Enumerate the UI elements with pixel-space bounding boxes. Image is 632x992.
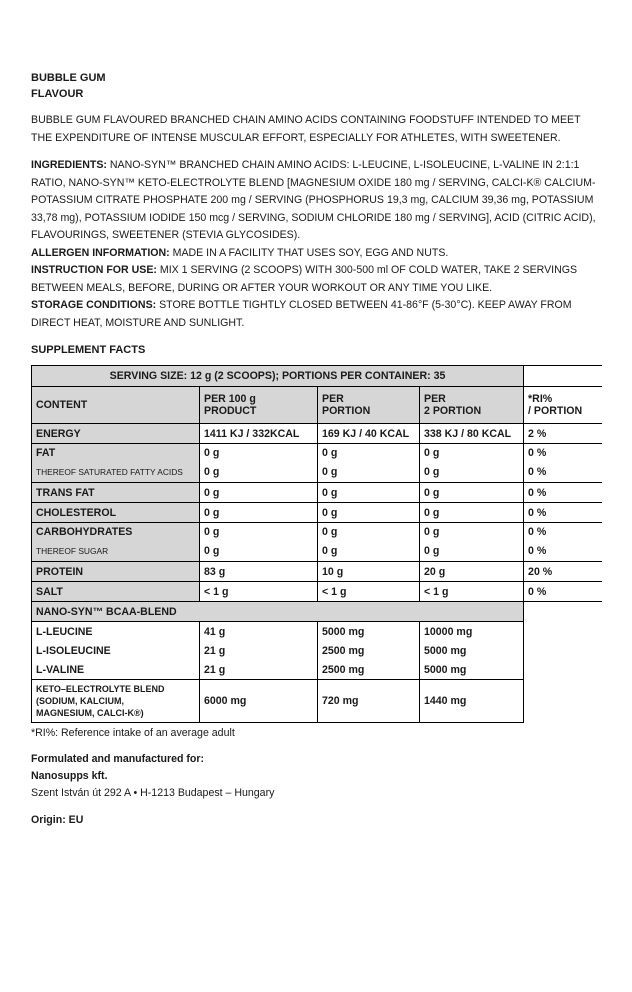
row-label-carbohydrates bbox=[32, 523, 200, 562]
blank-cell bbox=[524, 680, 602, 723]
content-header: CONTENT bbox=[32, 387, 200, 424]
blank-cell bbox=[524, 641, 602, 660]
ri-header-line1: *RI% bbox=[528, 393, 553, 405]
manufacturer-block bbox=[31, 751, 601, 802]
valine-portion: 2500 mg bbox=[318, 660, 420, 680]
carbs-label: CARBOHYDRATES bbox=[36, 526, 133, 538]
energy-portion2: 338 KJ / 80 KCAL bbox=[420, 424, 524, 444]
fat-ri bbox=[524, 444, 602, 483]
row-label-trans-fat: TRANS FAT bbox=[32, 483, 200, 503]
keto-label-line3: MAGNESIUM, CALCI-K®) bbox=[36, 708, 144, 718]
trans-fat-per100: 0 g bbox=[200, 483, 318, 503]
keto-portion2: 1440 mg bbox=[420, 680, 524, 723]
row-label-keto-blend bbox=[32, 680, 200, 723]
product-description: BUBBLE GUM FLAVOURED BRANCHED CHAIN AMINO ACIDS CONTAINING FOODSTUFF INTENDED TO MEET THE EXPENDITURE OF INTENSE MUSCULAR EFFORT, ESPECIALLY FOR ATHLETES, WITH SWEETENER. bbox=[31, 114, 581, 144]
supplement-facts-table bbox=[31, 365, 602, 723]
cholesterol-portion2: 0 g bbox=[420, 503, 524, 523]
isoleucine-per100: 21 g bbox=[200, 641, 318, 660]
saturated-per100-value: 0 g bbox=[204, 466, 220, 478]
table-row bbox=[32, 483, 602, 503]
fat-portion bbox=[318, 444, 420, 483]
portion-header-line1: PER bbox=[322, 393, 344, 405]
protein-portion: 10 g bbox=[318, 562, 420, 582]
company-name: Nanosupps kft. bbox=[31, 770, 108, 782]
ri-header-spacer bbox=[524, 366, 602, 387]
saturated-portion-value: 0 g bbox=[322, 466, 338, 478]
trans-fat-portion: 0 g bbox=[318, 483, 420, 503]
row-label-leucine: L-LEUCINE bbox=[32, 622, 200, 642]
row-label-isoleucine: L-ISOLEUCINE bbox=[32, 641, 200, 660]
flavour-heading bbox=[31, 70, 601, 102]
table-row bbox=[32, 680, 602, 723]
fat-per100-value: 0 g bbox=[204, 447, 220, 459]
sugar-per100-value: 0 g bbox=[204, 545, 220, 557]
table-row bbox=[32, 660, 602, 680]
valine-portion2: 5000 mg bbox=[420, 660, 524, 680]
table-row bbox=[32, 622, 602, 642]
sugar-ri-value: 0 % bbox=[528, 545, 547, 557]
allergen-text: MADE IN A FACILITY THAT USES SOY, EGG AND NUTS. bbox=[169, 246, 449, 259]
blend-title-row bbox=[32, 602, 602, 622]
portion2-header-line2: 2 PORTION bbox=[424, 405, 482, 417]
fat-label: FAT bbox=[36, 447, 56, 459]
table-row bbox=[32, 562, 602, 582]
blank-cell bbox=[524, 602, 602, 622]
carbs-ri bbox=[524, 523, 602, 562]
ingredients-label: INGREDIENTS: bbox=[31, 159, 107, 171]
keto-label-line1: KETO–ELECTROLYTE BLEND bbox=[36, 684, 165, 694]
ingredients-text: NANO-SYN™ BRANCHED CHAIN AMINO ACIDS: L-LEUCINE, L-ISOLEUCINE, L-VALINE IN 2:1:1 RATIO, NANO-SYN™ KETO-ELECTROLYTE BLEND [MAGNESIUM OXIDE 180 mg / SERVING, CALCI-K® CALCIUM-POTASSIUM CITRATE PHOSPHATE 200 mg / SERVING (PHOSPHORUS 19,3 mg, CALCIUM 39,36 mg, POTASSIUM 33,78 mg), POTASSIUM IODIDE 150 mcg / SERVING, SODIUM CHLORIDE 180 mg / SERVING], ACID (CITRIC ACID), FLAVOURINGS, SWEETENER (STEVIA GLYCOSIDES). bbox=[31, 159, 596, 241]
cholesterol-portion: 0 g bbox=[318, 503, 420, 523]
salt-per100: < 1 g bbox=[200, 582, 318, 602]
bcaa-blend-title: NANO-SYN™ BCAA-BLEND bbox=[32, 602, 524, 622]
keto-portion: 720 mg bbox=[318, 680, 420, 723]
fat-portion2 bbox=[420, 444, 524, 483]
storage-text: STORE BOTTLE TIGHTLY CLOSED BETWEEN 41-86°F (5-30°C). KEEP AWAY FROM DIRECT HEAT, MOISTURE AND SUNLIGHT. bbox=[31, 299, 572, 329]
carbs-portion-value: 0 g bbox=[322, 526, 338, 538]
ingredients-section bbox=[31, 157, 601, 245]
table-row bbox=[32, 503, 602, 523]
serving-size-row bbox=[32, 366, 602, 387]
table-row bbox=[32, 523, 602, 562]
storage-label: STORAGE CONDITIONS: bbox=[31, 299, 157, 311]
row-label-salt: SALT bbox=[32, 582, 200, 602]
formulated-for-label: Formulated and manufactured for: bbox=[31, 753, 205, 765]
per100-header bbox=[200, 387, 318, 424]
carbs-per100 bbox=[200, 523, 318, 562]
saturated-fat-label: THEREOF SATURATED FATTY ACIDS bbox=[36, 467, 183, 477]
allergen-label: ALLERGEN INFORMATION: bbox=[31, 246, 170, 259]
label-document bbox=[31, 70, 601, 829]
row-label-protein: PROTEIN bbox=[32, 562, 200, 582]
allergen-section bbox=[31, 245, 601, 263]
protein-per100: 83 g bbox=[200, 562, 318, 582]
row-label-energy: ENERGY bbox=[32, 424, 200, 444]
table-row bbox=[32, 582, 602, 602]
keto-label-line2: (SODIUM, KALCIUM, bbox=[36, 696, 124, 706]
row-label-cholesterol: CHOLESTEROL bbox=[32, 503, 200, 523]
carbs-portion2 bbox=[420, 523, 524, 562]
fat-portion2-value: 0 g bbox=[424, 447, 440, 459]
portion2-header-line1: PER bbox=[424, 393, 446, 405]
ri-header-line2: / PORTION bbox=[528, 405, 583, 417]
energy-per100: 1411 KJ / 332KCAL bbox=[200, 424, 318, 444]
leucine-per100: 41 g bbox=[200, 622, 318, 642]
trans-fat-portion2: 0 g bbox=[420, 483, 524, 503]
blank-cell bbox=[524, 660, 602, 680]
per100-header-line1: PER 100 g bbox=[204, 393, 256, 405]
fat-per100 bbox=[200, 444, 318, 483]
sugar-portion-value: 0 g bbox=[322, 545, 338, 557]
carbs-portion2-value: 0 g bbox=[424, 526, 440, 538]
serving-size-bar: SERVING SIZE: 12 g (2 SCOOPS); PORTIONS PER CONTAINER: 35 bbox=[32, 366, 524, 387]
per100-header-line2: PRODUCT bbox=[204, 405, 257, 417]
leucine-portion2: 10000 mg bbox=[420, 622, 524, 642]
leucine-portion: 5000 mg bbox=[318, 622, 420, 642]
flavour-word: FLAVOUR bbox=[31, 88, 84, 100]
flavour-name: BUBBLE GUM bbox=[31, 72, 106, 84]
saturated-ri-value: 0 % bbox=[528, 466, 547, 478]
carbs-portion bbox=[318, 523, 420, 562]
table-row bbox=[32, 424, 602, 444]
sugar-label: THEREOF SUGAR bbox=[36, 546, 109, 556]
fat-portion-value: 0 g bbox=[322, 447, 338, 459]
storage-section bbox=[31, 297, 601, 332]
trans-fat-ri: 0 % bbox=[524, 483, 602, 503]
carbs-per100-value: 0 g bbox=[204, 526, 220, 538]
column-header-row bbox=[32, 387, 602, 424]
instruction-label: INSTRUCTION FOR USE: bbox=[31, 264, 157, 276]
portion-header-line2: PORTION bbox=[322, 405, 371, 417]
blank-cell bbox=[524, 622, 602, 642]
cholesterol-per100: 0 g bbox=[200, 503, 318, 523]
carbs-ri-value: 0 % bbox=[528, 526, 547, 538]
salt-portion: < 1 g bbox=[318, 582, 420, 602]
salt-portion2: < 1 g bbox=[420, 582, 524, 602]
company-address: Szent István út 292 A • H-1213 Budapest – Hungary bbox=[31, 787, 275, 799]
protein-ri: 20 % bbox=[524, 562, 602, 582]
table-row bbox=[32, 444, 602, 483]
isoleucine-portion: 2500 mg bbox=[318, 641, 420, 660]
salt-ri: 0 % bbox=[524, 582, 602, 602]
isoleucine-portion2: 5000 mg bbox=[420, 641, 524, 660]
table-row bbox=[32, 641, 602, 660]
instruction-section bbox=[31, 262, 601, 297]
fat-ri-value: 0 % bbox=[528, 447, 547, 459]
energy-ri: 2 % bbox=[524, 424, 602, 444]
portion-header bbox=[318, 387, 420, 424]
sugar-portion2-value: 0 g bbox=[424, 545, 440, 557]
cholesterol-ri: 0 % bbox=[524, 503, 602, 523]
ri-header bbox=[524, 387, 602, 424]
valine-per100: 21 g bbox=[200, 660, 318, 680]
instruction-text: MIX 1 SERVING (2 SCOOPS) WITH 300-500 ml OF COLD WATER, TAKE 2 SERVINGS BETWEEN MEALS, BEFORE, DURING OR AFTER YOUR WORKOUT OR ANY TIME YOU LIKE. bbox=[31, 264, 578, 294]
row-label-valine: L-VALINE bbox=[32, 660, 200, 680]
portion2-header bbox=[420, 387, 524, 424]
protein-portion2: 20 g bbox=[420, 562, 524, 582]
ri-footnote: *RI%: Reference intake of an average adult bbox=[31, 727, 235, 739]
energy-portion: 169 KJ / 40 KCAL bbox=[318, 424, 420, 444]
saturated-portion2-value: 0 g bbox=[424, 466, 440, 478]
supplement-facts-title: SUPPLEMENT FACTS bbox=[31, 344, 146, 356]
row-label-fat bbox=[32, 444, 200, 483]
origin-text: Origin: EU bbox=[31, 814, 84, 826]
keto-per100: 6000 mg bbox=[200, 680, 318, 723]
